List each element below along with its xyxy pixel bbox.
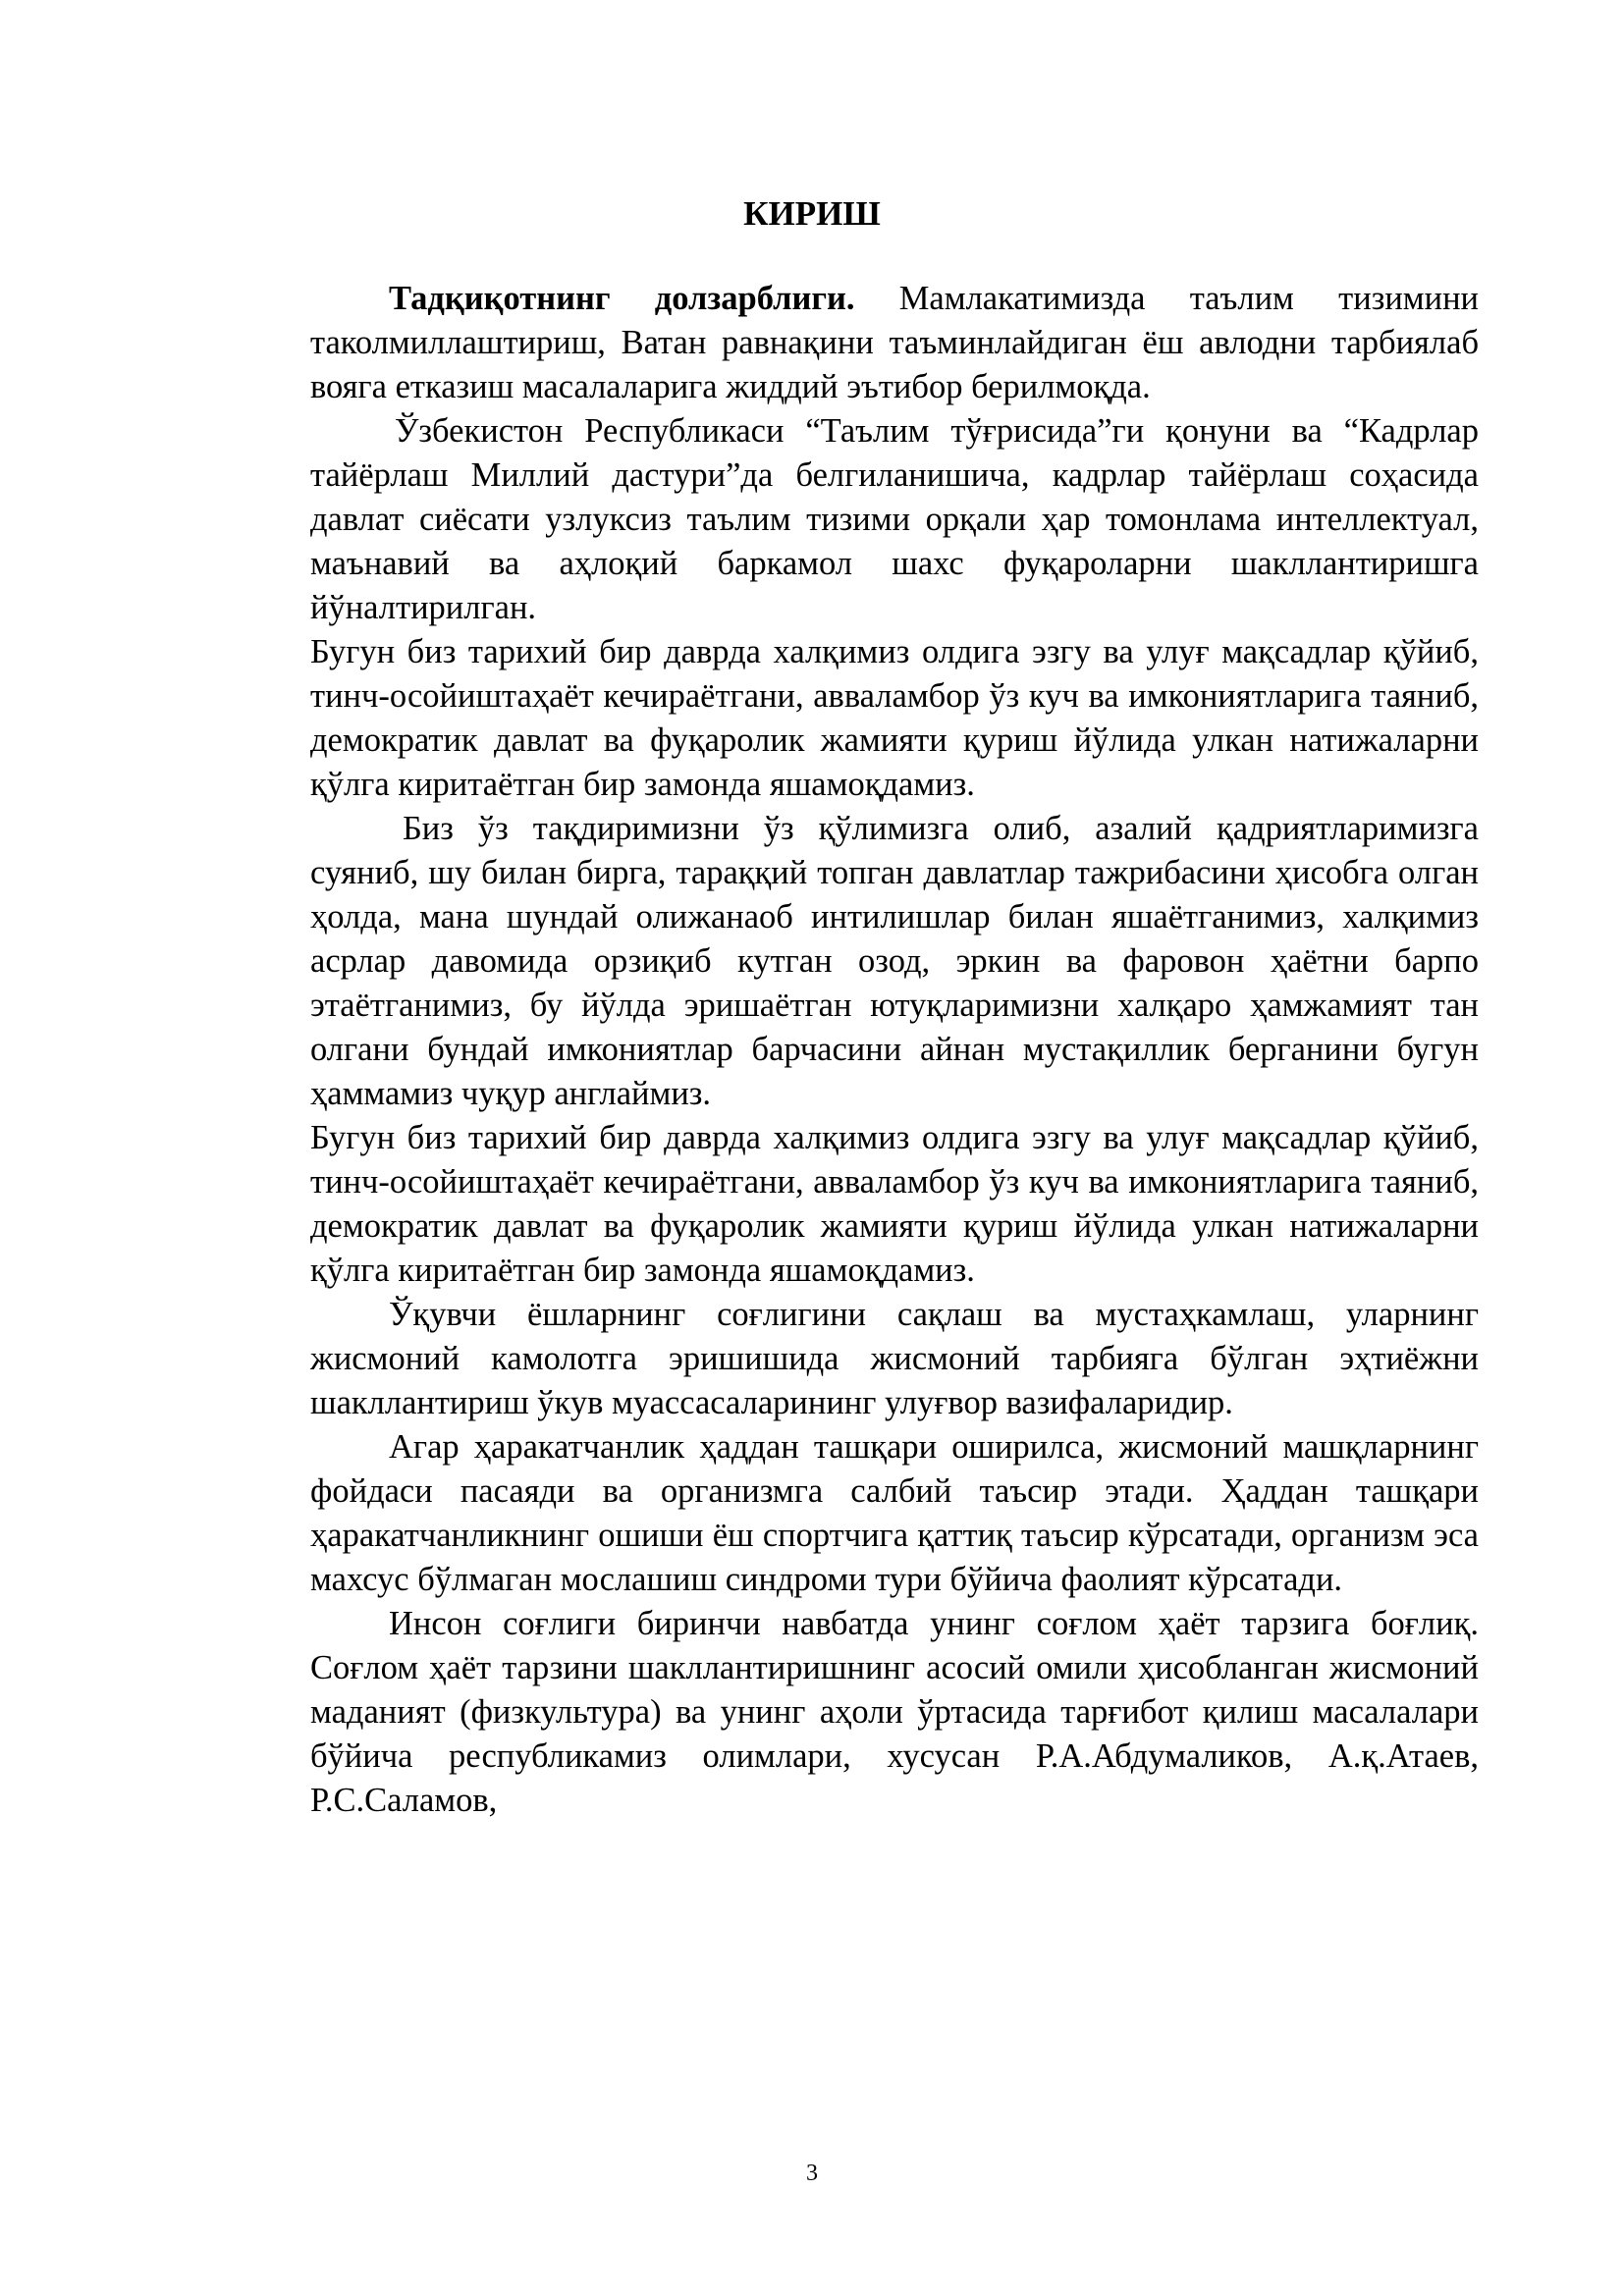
paragraph: Ўзбекистон Республикаси “Таълим тўғрисида”ги қонуни ва “Кадрлар тайёрлаш Миллий дастури”да белгиланишича, кадрлар тайёрлаш соҳасида давлат сиёсати узлуксиз таълим тизими орқали ҳар томонлама интеллектуал, маънавий ва аҳлоқий баркамол шахс фуқароларни шакллантиришга йўналтирилган.: [310, 412, 1479, 626]
paragraph: Агар ҳаракатчанлик ҳаддан ташқари оширилса, жисмоний машқларнинг фойдаси пасаяди ва организмга салбий таъсир этади. Ҳаддан ташқари ҳаракатчанликнинг ошиши ёш спортчига қаттиқ таъсир кўрсатади, организм эса махсус бўлмаган мослашиш синдроми тури бўйича фаолият кўрсатади.: [310, 1428, 1479, 1598]
paragraph: Бугун биз тарихий бир даврда халқимиз олдига эзгу ва улуғ мақсадлар қўйиб, тинч-осойиштаҳаёт кечираётгани, авваламбор ўз куч ва имкониятларига таяниб, демократик давлат ва фуқаролик жамияти қуриш йўлида улкан натижаларни қўлга киритаётган бир замонда яшамоқдамиз.: [310, 1119, 1479, 1289]
paragraph-relevance: [310, 277, 1479, 409]
paragraph-lead: Тадқиқотнинг долзарблиги.: [389, 280, 855, 317]
paragraph: Биз ўз тақдиримизни ўз қўлимизга олиб, азалий қадриятларимизга суяниб, шу билан бирга, тараққий топган давлатлар тажрибасини ҳисобга олган ҳолда, мана шундай олижанаоб интилишлар билан яшаётганимиз, халқимиз асрлар давомида орзиқиб кутган озод, эркин ва фаровон ҳаётни барпо этаётганимиз, бу йўлда эришаётган ютуқларимизни халқаро ҳамжамият тан олгани бундай имкониятлар барчасини айнан мустақиллик берганини бугун ҳаммамиз чуқур англаймиз.: [310, 810, 1479, 1112]
paragraph-text: Мамлакатимизда таълим тизимини таколмиллаштириш, Ватан равнақини таъминлайдиган ёш авлодни тарбиялаб вояга етказиш масалаларига жиддий эътибор берилмоқда.: [310, 280, 1480, 405]
paragraph: Бугун биз тарихий бир даврда халқимиз олдига эзгу ва улуғ мақсадлар қўйиб, тинч-осойиштаҳаёт кечираётгани, авваламбор ўз куч ва имкониятларига таяниб, демократик давлат ва фуқаролик жамияти қуриш йўлида улкан натижаларни қўлга киритаётган бир замонда яшамоқдамиз.: [310, 633, 1479, 803]
document-body: [310, 277, 1479, 1823]
paragraph: Инсон соғлиги биринчи навбатда унинг соғлом ҳаёт тарзига боғлиқ. Соғлом ҳаёт тарзини шакллантиришнинг асосий омили ҳисобланган жисмоний маданият (физкультура) ва унинг аҳоли ўртасида тарғибот қилиш масалалари бўйича республикамиз олимлари, хусусан Р.А.Абдумаликов, А.қ.Атаев, Р.С.Саламов,: [310, 1605, 1479, 1819]
page-title: КИРИШ: [743, 194, 881, 233]
paragraph: Ўқувчи ёшларнинг соғлигини сақлаш ва мустаҳкамлаш, уларнинг жисмоний камолотга эришишида жисмоний тарбияга бўлган эҳтиёжни шакллантириш ўкув муассасаларининг улуғвор вазифаларидир.: [310, 1296, 1479, 1421]
page-number: 3: [806, 2161, 818, 2186]
